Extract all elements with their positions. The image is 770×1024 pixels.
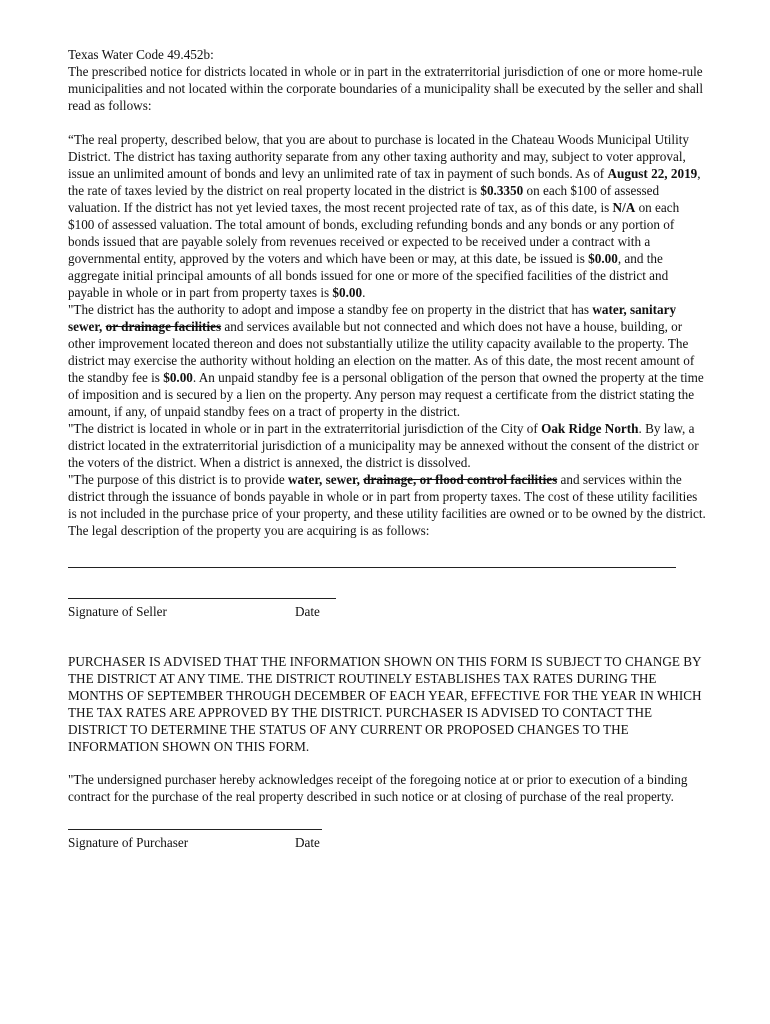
purchaser-signature-line[interactable]: [68, 829, 322, 830]
notice-text: . By law, a district located in the extraterritorial jurisdiction of a municipality may be annexed without the consent of the district or the voters of the district. When a district is annexed, the district is dissolved.: [68, 421, 699, 470]
intro-paragraph: The prescribed notice for districts located in whole or in part in the extraterritorial jurisdiction of one or more home-rule municipalities and not located within the corporate boundaries of a municipality shall be executed by the seller and shall read as follows:: [68, 64, 704, 113]
statute-reference: Texas Water Code 49.452b:: [68, 47, 214, 62]
purchaser-signature-block: [68, 829, 708, 863]
purchaser-date-label: Date: [295, 835, 320, 850]
purchaser-acknowledgment: "The undersigned purchaser hereby acknowledges receipt of the foregoing notice at or prior to execution of a binding contract for the purchase of the real property described in such notice or at closing of purchase of the real property.: [68, 772, 688, 804]
bonds-issued-amount: $0.00: [332, 285, 363, 300]
notice-paragraph-annexation: [68, 420, 708, 471]
tax-rate: $0.3350: [480, 183, 524, 198]
seller-signature-block: [68, 598, 708, 632]
purchaser-advisory: PURCHASER IS ADVISED THAT THE INFORMATION SHOWN ON THIS FORM IS SUBJECT TO CHANGE BY THE DISTRICT AT ANY TIME. THE DISTRICT ROUTINELY ESTABLISHES TAX RATES DURING THE MONTHS OF SEPTEMBER THROUGH DECEMBER OF EACH YEAR, EFFECTIVE FOR THE YEAR IN WHICH THE TAX RATES ARE APPROVED BY THE DISTRICT. PURCHASER IS ADVISED TO CONTACT THE DISTRICT TO DETERMINE THE STATUS OF ANY CURRENT OR PROPOSED CHANGES TO THE INFORMATION SHOWN ON THIS FORM.: [68, 654, 702, 754]
notice-text: and services available but not connected and which does not have a house, building, or other improvement located thereon and does not substantially utilize the utility capacity available to the property. The district may exercise the authority without holding an election on the matter. As of this date, the most recent amount of the standby fee is: [68, 319, 695, 385]
notice-text: , the rate of taxes levied by the district on real property located in the district is: [68, 166, 701, 198]
city-name: Oak Ridge North: [541, 421, 639, 436]
document-body: [68, 46, 708, 863]
notice-text: and services within the district through the issuance of bonds payable in whole or in part from property taxes. The cost of these utility facilities is not included in the purchase price of your property, and these utility facilities are owned or to be owned by the district. The legal description of the property you are acquiring is as follows:: [68, 472, 706, 538]
notice-paragraph-purpose: [68, 471, 708, 539]
seller-date-label: Date: [295, 604, 320, 619]
notice-text: .: [362, 285, 366, 300]
notice-paragraph-tax: [68, 131, 708, 301]
struck-purpose-services: drainage, or flood control facilities: [363, 472, 558, 487]
notice-text: “The real property, described below, that you are about to purchase is located in the Chateau Woods Municipal Utility District. The district has taxing authority separate from any other taxing authority and may, subject to voter approval, issue an unlimited amount of bonds and levy an unlimited rate of tax in payment of such bonds. As of: [68, 132, 690, 181]
notice-text: . An unpaid standby fee is a personal obligation of the person that owned the property at the time of imposition and is secured by a lien on the property. Any person may request a certificate from the district stating the amount, if any, of unpaid standby fees on a tract of property in the district.: [68, 370, 704, 419]
effective-date: August 22, 2019: [607, 166, 698, 181]
purpose-services: water, sewer,: [288, 472, 364, 487]
seller-signature-line[interactable]: [68, 598, 336, 599]
seller-signature-label: Signature of Seller: [68, 604, 167, 619]
notice-text: "The district is located in whole or in part in the extraterritorial jurisdiction of the City of: [68, 421, 542, 436]
notice-text: , and the aggregate initial principal amounts of all bonds issued for one or more of the specified facilities of the district and payable in whole or in part from property taxes is: [68, 251, 669, 300]
struck-services: or drainage facilities: [105, 319, 222, 334]
notice-text: "The district has the authority to adopt and impose a standby fee on property in the district that has: [68, 302, 593, 317]
notice-text: "The purpose of this district is to provide: [68, 472, 289, 487]
standby-fee-amount: $0.00: [163, 370, 193, 385]
purchaser-signature-label: Signature of Purchaser: [68, 835, 189, 850]
projected-rate: N/A: [612, 200, 636, 215]
standby-services: water, sanitary sewer,: [68, 302, 677, 334]
notice-paragraph-standby-fee: [68, 301, 708, 420]
bonds-approved-amount: $0.00: [588, 251, 618, 266]
notice-text: on each $100 of assessed valuation. If the district has not yet levied taxes, the most recent projected rate of tax, as of this date, is: [68, 183, 660, 215]
legal-description-line[interactable]: [68, 567, 676, 568]
notice-text: on each $100 of assessed valuation. The total amount of bonds, excluding refunding bonds and any bonds or any portion of bonds issued that are payable solely from revenues received or expected to be received under a contract with a governmental entity, approved by the voters and which have been or may, at this date, be issued is: [68, 200, 680, 266]
